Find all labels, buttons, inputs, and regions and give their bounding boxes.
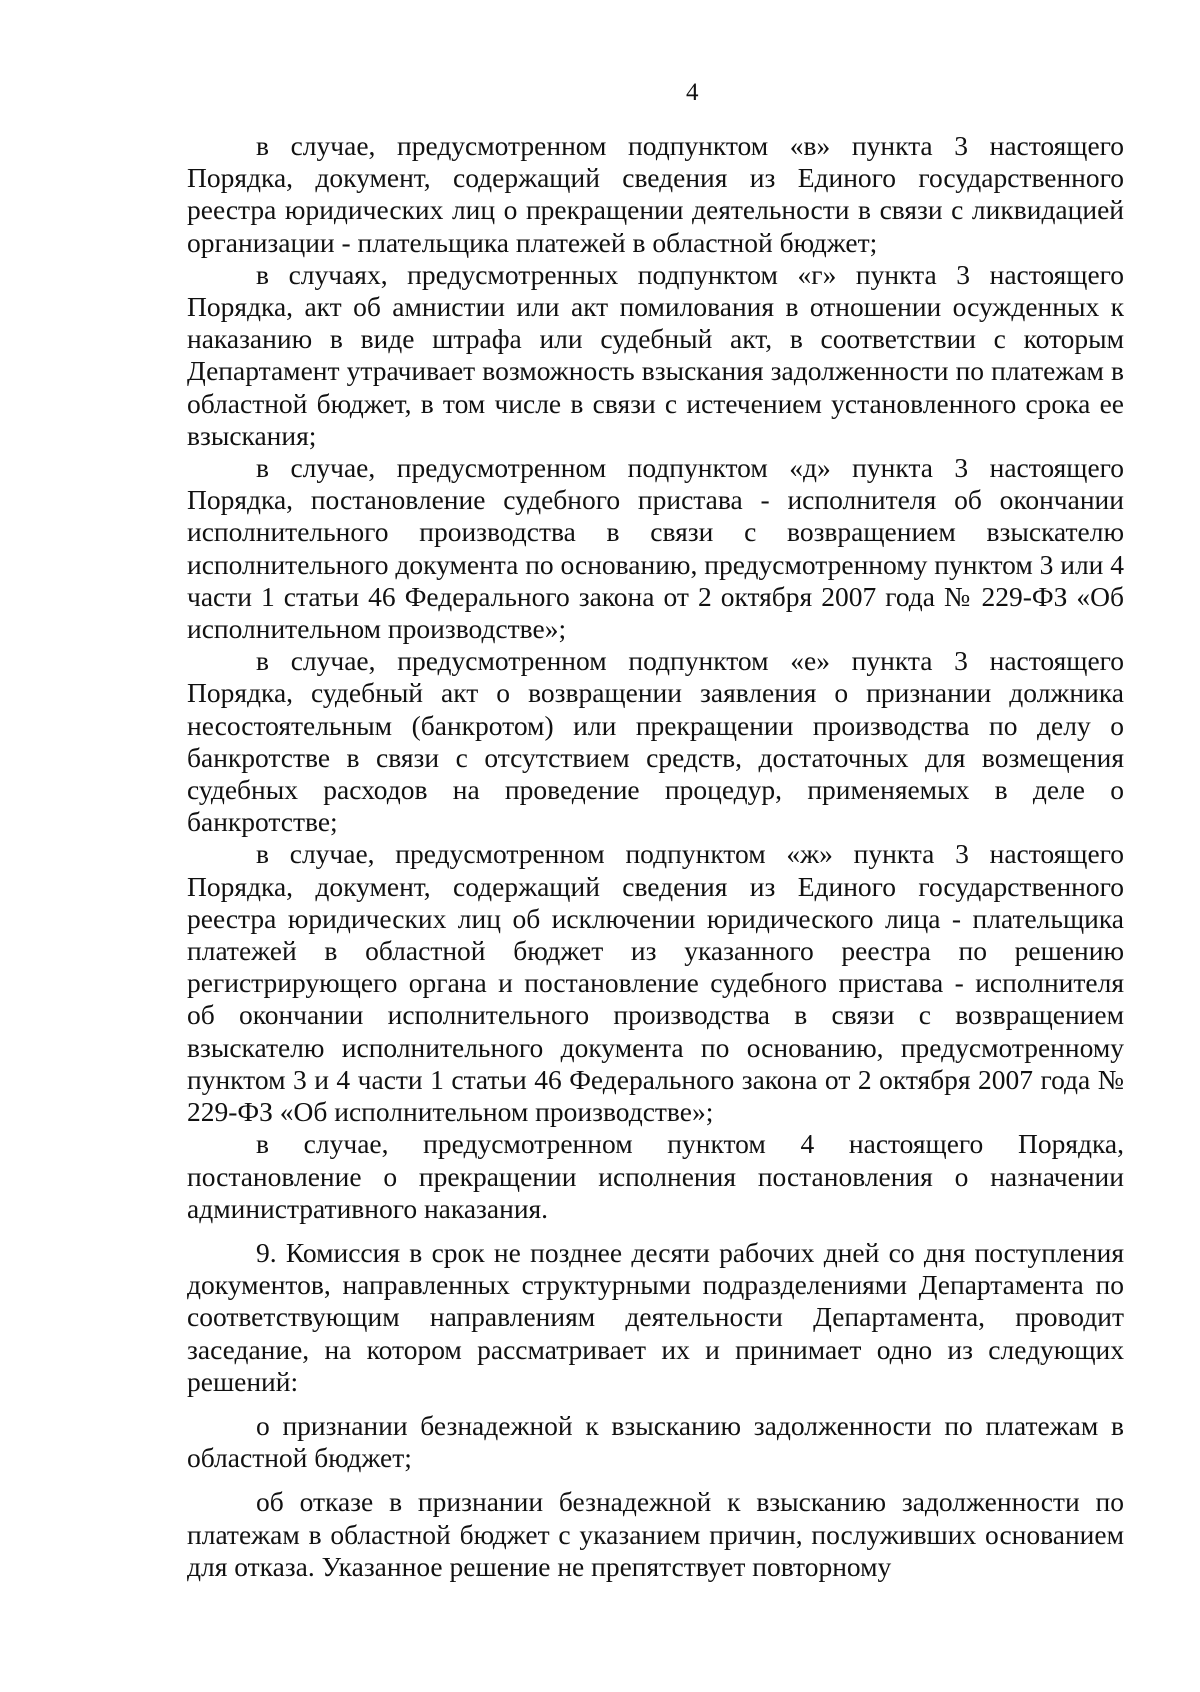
page-number-container [0, 78, 1200, 108]
paragraph-subpoint-e: в случае, предусмотренном подпунктом «е» пункта 3 настоящего Порядка, судебный акт о возвращении заявления о признании должника несостоятельным (банкротом) или прекращении производства по делу о банкротстве в связи с отсутствием средств, достаточных для возмещения судебных расходов на проведение процедур, применяемых в деле о банкротстве; [187, 645, 1124, 838]
paragraph-item-9: 9. Комиссия в срок не позднее десяти рабочих дней со дня поступления документов, направленных структурными подразделениями Департамента по соответствующим направлениям деятельности Департамента, проводит заседание, на котором рассматривает их и принимает одно из следующих решений: [187, 1236, 1124, 1397]
paragraph-subpoint-g: в случаях, предусмотренных подпунктом «г» пункта 3 настоящего Порядка, акт об амнистии или акт помилования в отношении осужденных к наказанию в виде штрафа или судебный акт, в соответствии с которым Департамент утрачивает возможность взыскания задолженности по платежам в областной бюджет, в том числе в связи с истечением установленного срока ее взыскания; [187, 258, 1124, 451]
paragraph-subpoint-d: в случае, предусмотренном подпунктом «д» пункта 3 настоящего Порядка, постановление судебного пристава - исполнителя об окончании исполнительного производства в связи с возвращением взыскателю исполнительного документа по основанию, предусмотренному пунктом 3 или 4 части 1 статьи 46 Федерального закона от 2 октября 2007 года № 229-ФЗ «Об исполнительном производстве»; [187, 452, 1125, 645]
paragraph-subpoint-zh: в случае, предусмотренном подпунктом «ж» пункта 3 настоящего Порядка, документ, содержащий сведения из Единого государственного реестра юридических лиц об исключении юридического лица - плательщика платежей в областной бюджет из указанного реестра по решению регистрирующего органа и постановление судебного пристава - исполнителя об окончании исполнительного производства в связи с возвращением взыскателю исполнительного документа по основанию, предусмотренному пунктом 3 и 4 части 1 статьи 46 Федерального закона от 2 октября 2007 года № 229-ФЗ «Об исполнительном производстве»; [187, 838, 1124, 1128]
paragraph-point-4: в случае, предусмотренном пунктом 4 настоящего Порядка, постановление о прекращении исполнения постановления о назначении административного наказания. [187, 1128, 1124, 1224]
paragraph-decision-refuse: об отказе в признании безнадежной к взысканию задолженности по платежам в областной бюджет с указанием причин, послуживших основанием для отказа. Указанное решение не препятствует повторному [187, 1486, 1124, 1582]
paragraph-subpoint-v: в случае, предусмотренном подпунктом «в» пункта 3 настоящего Порядка, документ, содержащий сведения из Единого государственного реестра юридических лиц о прекращении деятельности в связи с ликвидацией организации - плательщика платежей в областной бюджет; [187, 130, 1124, 258]
page-number: 4 [686, 79, 699, 106]
document-body [187, 130, 1124, 1583]
paragraph-decision-recognize: о признании безнадежной к взысканию задолженности по платежам в областной бюджет; [187, 1409, 1124, 1474]
